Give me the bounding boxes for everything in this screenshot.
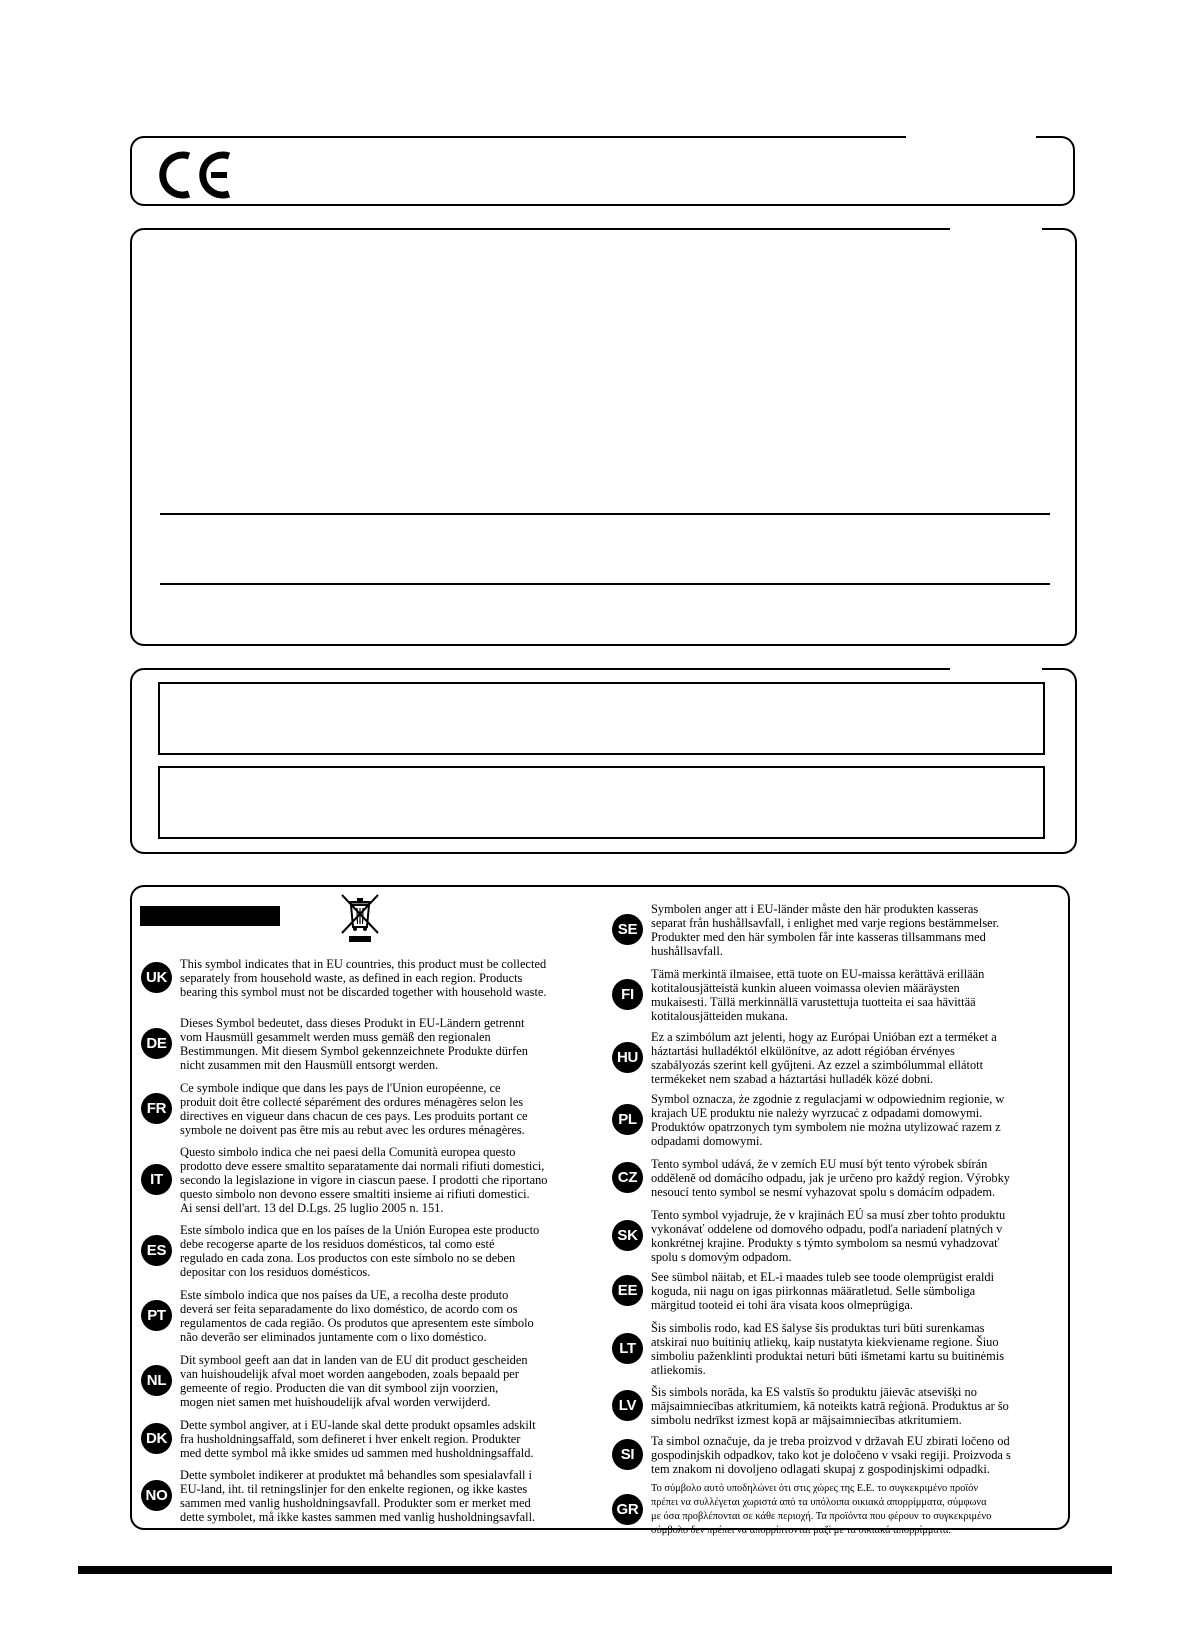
weee-notice-sk — [651, 1208, 1005, 1264]
language-badge-no: NO — [141, 1480, 172, 1511]
notice-line: Dieses Symbol bedeutet, dass dieses Produkt in EU-Ländern getrennt — [180, 1016, 525, 1030]
notice-line: mājsaimniecības atkritumiem, kā noteikts katrā reģionā. Produktus ar šo — [651, 1399, 1009, 1414]
notice-line: krajach UE produktu nie należy wyrzucać z odpadami domowymi. — [651, 1106, 983, 1121]
notice-line: directives en vigueur dans chacun de ces pays. Les produits portant ce — [180, 1109, 528, 1124]
notice-line: Το σύμβολο αυτό υποδηλώνει ότι στις χώρες της Ε.Ε. το συγκεκριμένο προϊόν — [651, 1483, 979, 1494]
notice-line: depositar con los residuos domésticos. — [180, 1265, 371, 1280]
notice-line: Šis simbolis rodo, kad ES šalyse šis produktas turi būti surenkamas — [651, 1321, 985, 1335]
notice-line: Dette symbol angiver, at i EU-lande skal dette produkt opsamles adskilt — [180, 1418, 536, 1432]
weee-notice-lv — [651, 1385, 1009, 1427]
notice-line: πρέπει να συλλέγεται χωριστά από τα υπόλοιπα οικιακά απορρίμματα, σύμφωνα — [651, 1497, 987, 1509]
notice-line: Ce symbole indique que dans les pays de l'Union européenne, ce — [180, 1081, 501, 1095]
notice-line: Ez a szimbólum azt jelenti, hogy az Európai Unióban ezt a terméket a — [651, 1030, 997, 1044]
notice-line: Symbol oznacza, że zgodnie z regulacjami w odpowiednim regionie, w — [651, 1092, 1005, 1106]
notice-line: hushållsavfall. — [651, 944, 723, 959]
notice-line: nicht zusammen mit den Hausmüll entsorgt werden. — [180, 1058, 439, 1073]
notice-line: debe recogerse aparte de los residuos domésticos, tal como esté — [180, 1237, 495, 1252]
notice-line: märgitud tooteid ei tohi ära visata koos olmeprügiga. — [651, 1298, 913, 1313]
weee-notice-cz — [651, 1157, 1010, 1199]
notice-line: odděleně od domácího odpadu, jak je určeno pro každý region. Výrobky — [651, 1171, 1010, 1186]
notice-line: Dit symbool geeft aan dat in landen van de EU dit product gescheiden — [180, 1353, 528, 1367]
notice-line: kotitalousjätteistä kunkin alueen voimassa olevien määräysten — [651, 981, 960, 996]
notice-line: Dette symbolet indikerer at produktet må behandles som spesialavfall i — [180, 1468, 533, 1482]
notice-line: prodotto deve essere smaltito separatamente dai normali rifiuti domestici, — [180, 1159, 545, 1174]
notice-line: Tento symbol vyjadruje, že v krajinách EÚ sa musí zber tohto produktu — [651, 1208, 1006, 1222]
notice-line: dette symbolet, må ikke kastes sammen med vanlig husholdningsavfall. — [180, 1510, 536, 1525]
weee-heading-bar — [140, 906, 280, 926]
notice-line: separately from household waste, as defined in each region. Products — [180, 971, 523, 986]
language-badge-pl: PL — [612, 1104, 643, 1135]
notice-line: koguda, nii nagu on igas piirkonnas määratletud. Selle sümboliga — [651, 1284, 976, 1299]
weee-notice-si — [651, 1434, 1011, 1476]
notice-line: vom Hausmüll gesammelt werden muss gemäß den regionalen — [180, 1030, 491, 1045]
info-box-tab-gap — [950, 225, 1042, 231]
language-badge-es: ES — [141, 1235, 172, 1266]
language-badge-uk: UK — [141, 962, 172, 993]
notice-line: szabályozás szerint kell gyűjteni. Az ezzel a szimbólummal ellátott — [651, 1058, 984, 1073]
notice-line: simbolu nedrīkst izmest kopā ar mājsaimniecības atkritumiem. — [651, 1413, 962, 1428]
notice-line: symbole ne doivent pas être mis au rebut avec les ordures ménagères. — [180, 1123, 525, 1138]
language-badge-gr: GR — [612, 1494, 643, 1525]
notice-line: Produktów opatrzonych tym symbolem nie można utylizować razem z — [651, 1120, 1001, 1135]
notice-line: não deverão ser eliminados juntamente com o lixo doméstico. — [180, 1330, 487, 1345]
language-badge-ee: EE — [612, 1275, 643, 1306]
notice-line: termékeket nem szabad a háztartási hulladék közé dobni. — [651, 1072, 934, 1087]
notice-line: Este símbolo indica que en los países de la Unión Europea este producto — [180, 1223, 540, 1237]
notice-line: sammen med vanlig husholdningsavfall. Produkter som er merket med — [180, 1496, 531, 1511]
notice-line: regulado en cada zona. Los productos con este símbolo no se deben — [180, 1251, 516, 1266]
language-badge-de: DE — [141, 1028, 172, 1059]
language-badge-lt: LT — [612, 1333, 643, 1364]
notice-line: deverá ser feita separadamente do lixo doméstico, de acordo com os — [180, 1302, 518, 1317]
weee-notice-de — [180, 1016, 528, 1072]
language-badge-dk: DK — [141, 1423, 172, 1454]
notice-line: gemeente of regio. Producten die van dit symbool zijn voorzien, — [180, 1381, 499, 1396]
notice-line: σύμβολο δεν πρέπει να απορρίπτονται μαζί με τα οικιακά απορρίμματα. — [651, 1525, 952, 1537]
weee-notice-se — [651, 902, 999, 958]
notice-line: See sümbol näitab, et EL-i maades tuleb see toode olemprügist eraldi — [651, 1270, 995, 1284]
notice-line: nesoucí tento symbol se nesmí vyhazovat spolu s domácím odpadem. — [651, 1185, 996, 1200]
notice-line: atskirai nuo buitinių atliekų, kaip nustatyta kiekviename regione. Šiuo — [651, 1335, 999, 1350]
notice-line: fra husholdningsaffald, som defineret i hver enkelt region. Produkter — [180, 1432, 521, 1447]
info-rule-1 — [160, 513, 1050, 515]
language-badge-si: SI — [612, 1439, 643, 1470]
weee-notice-nl — [180, 1353, 528, 1409]
info-rule-2 — [160, 583, 1050, 585]
weee-notice-lt — [651, 1321, 1004, 1377]
notice-line: vykonávať oddelene od domového odpadu, podľa nariadení platných v — [651, 1222, 1003, 1237]
notice-line: questo simbolo non devono essere smaltiti insieme ai rifiuti domestici. — [180, 1187, 530, 1202]
notice-line: háztartási hulladéktól elkülönítve, az adott régióban érvényes — [651, 1044, 955, 1059]
notice-line: spolu s domovým odpadom. — [651, 1250, 792, 1265]
weee-notice-fr — [180, 1081, 528, 1137]
ce-mark-icon — [155, 150, 235, 200]
notice-line: separat från hushållsavfall, i enlighet med varje regions bestämmelser. — [651, 916, 1000, 931]
weee-notice-es — [180, 1223, 539, 1279]
notice-line: bearing this symbol must not be discarded together with household waste. — [180, 985, 547, 1000]
notice-line: Ai sensi dell'art. 13 del D.Lgs. 25 luglio 2005 n. 151. — [180, 1201, 444, 1216]
language-badge-se: SE — [612, 914, 643, 945]
notice-line: produit doit être collecté séparément des ordures ménagères selon les — [180, 1095, 524, 1110]
bottom-rule — [78, 1566, 1112, 1574]
notice-line: Produkter med den här symbolen får inte kasseras tillsammans med — [651, 930, 986, 945]
language-badge-fr: FR — [141, 1093, 172, 1124]
fields-box-tab-gap — [950, 665, 1042, 671]
notice-line: kotitalousjätteiden mukana. — [651, 1009, 788, 1024]
language-badge-it: IT — [141, 1164, 172, 1195]
notice-line: Questo simbolo indica che nei paesi della Comunità europea questo — [180, 1145, 516, 1159]
notice-line: Tento symbol udává, že v zemích EU musí být tento výrobek sbírán — [651, 1157, 988, 1171]
ce-box — [130, 136, 1075, 206]
weee-notice-pl — [651, 1092, 1004, 1148]
language-badge-nl: NL — [141, 1365, 172, 1396]
notice-line: Tämä merkintä ilmaisee, että tuote on EU-maissa kerättävä erillään — [651, 967, 985, 981]
weee-notice-it — [180, 1145, 547, 1215]
language-badge-lv: LV — [612, 1390, 643, 1421]
weee-notice-gr — [651, 1482, 991, 1538]
notice-line: tem znakom ni dovoljeno odlagati skupaj z gospodinjskimi odpadki. — [651, 1462, 990, 1477]
weee-notice-dk — [180, 1418, 536, 1460]
language-badge-hu: HU — [612, 1042, 643, 1073]
language-badge-cz: CZ — [612, 1162, 643, 1193]
notice-line: EU-land, iht. til retningslinjer for den enkelte regionen, og ikke kastes — [180, 1482, 528, 1497]
notice-line: van huishoudelijk afval moet worden aangeboden, zoals bepaald per — [180, 1367, 519, 1382]
notice-line: mogen niet samen met huishoudelijk afval worden verwijderd. — [180, 1395, 491, 1410]
notice-line: Šis simbols norāda, ka ES valstīs šo produktu jāievāc atsevišķi no — [651, 1385, 977, 1399]
language-badge-pt: PT — [141, 1300, 172, 1331]
notice-line: Este símbolo indica que nos países da UE, a recolha deste produto — [180, 1288, 509, 1302]
notice-line: simboliu paženklinti produktai neturi būti išmetami kartu su buitinėmis — [651, 1349, 1005, 1364]
weee-notice-no — [180, 1468, 535, 1524]
weee-notice-ee — [651, 1270, 994, 1312]
weee-notice-hu — [651, 1030, 997, 1086]
notice-line: Symbolen anger att i EU-länder måste den här produkten kasseras — [651, 902, 979, 916]
crossed-out-wheelie-bin-icon — [340, 893, 382, 943]
ce-box-tab-gap — [906, 133, 1036, 139]
field-box-1 — [158, 682, 1045, 755]
notice-line: odpadami domowymi. — [651, 1134, 763, 1149]
weee-notice-uk — [180, 957, 547, 999]
language-badge-sk: SK — [612, 1220, 643, 1251]
notice-line: regulamentos de cada região. Os produtos que apresentem este símbolo — [180, 1316, 534, 1331]
notice-line: mukaisesti. Tällä merkinnällä varustettuja tuotteita ei saa hävittää — [651, 995, 976, 1010]
notice-line: Ta simbol označuje, da je treba proizvod v državah EU zbirati ločeno od — [651, 1434, 1010, 1448]
notice-line: secondo la legislazione in vigore in ciascun paese. I prodotti che riportano — [180, 1173, 548, 1188]
weee-notice-pt — [180, 1288, 534, 1344]
notice-line: This symbol indicates that in EU countries, this product must be collected — [180, 957, 547, 971]
notice-line: konkrétnej krajine. Produkty s týmto symbolom sa nesmú vyhadzovať — [651, 1236, 1000, 1251]
language-badge-fi: FI — [612, 979, 643, 1010]
weee-notice-fi — [651, 967, 984, 1023]
notice-line: gospodinjskih odpadkov, tako kot je določeno v vsaki regiji. Proizvoda s — [651, 1448, 1011, 1463]
notice-line: με όσα προβλέπονται σε κάθε περιοχή. Τα προϊόντα που φέρουν το συγκεκριμένο — [651, 1511, 992, 1523]
notice-line: med dette symbol må ikke smides ud sammen med husholdningsaffald. — [180, 1446, 534, 1461]
notice-line: Bestimmungen. Mit diesem Symbol gekennzeichnete Produkte dürfen — [180, 1044, 528, 1059]
field-box-2 — [158, 766, 1045, 839]
notice-line: atliekomis. — [651, 1363, 706, 1378]
